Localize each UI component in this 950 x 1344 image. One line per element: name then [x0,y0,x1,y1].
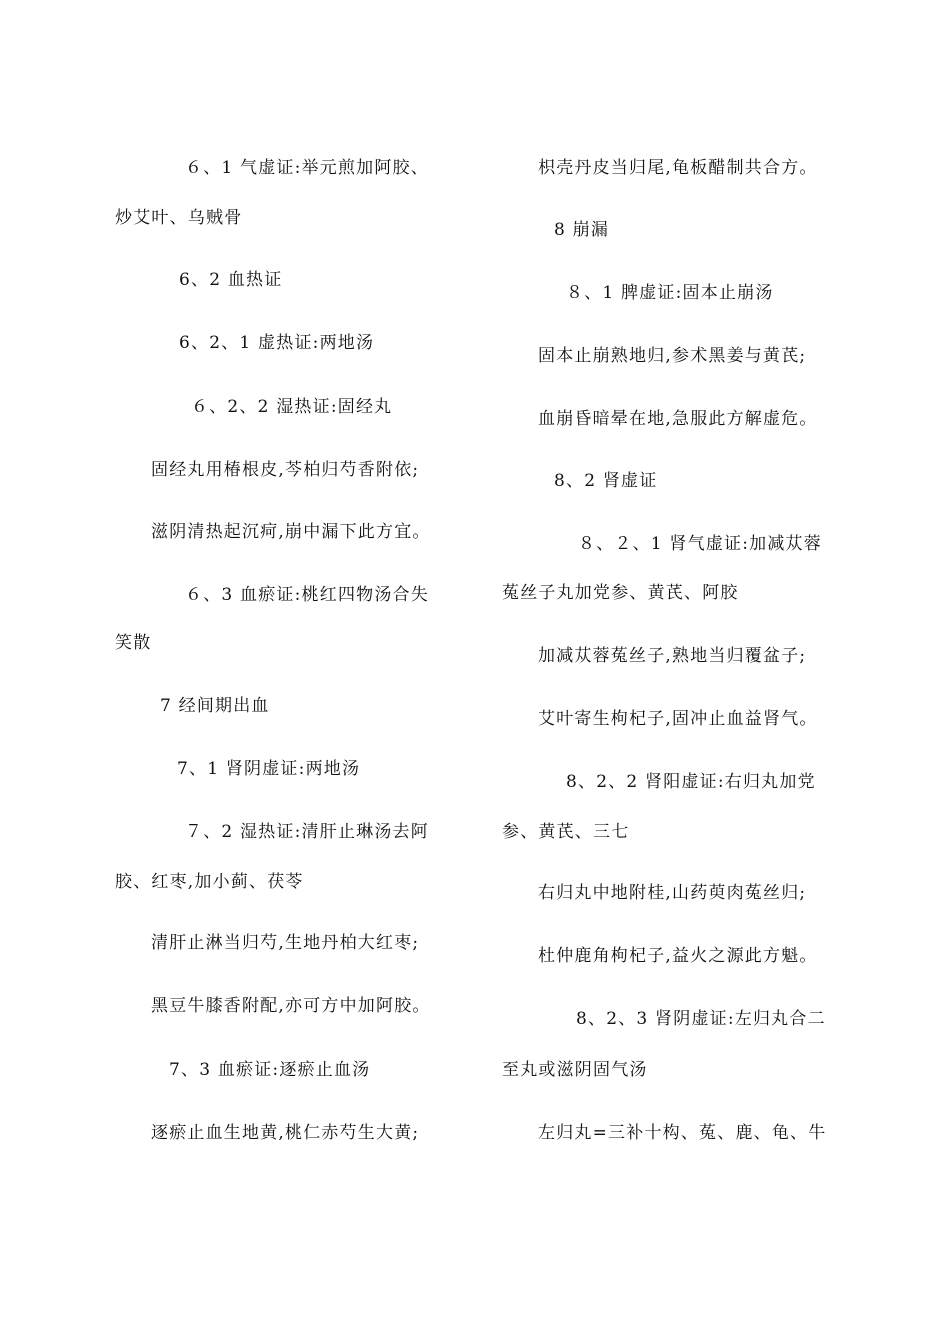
verse-line: 枳壳丹皮当归尾,龟板醋制共合方。 [538,158,818,178]
heading-6-2: 6、2 血热证 [179,270,283,290]
verse-line: 加减苁蓉菟丝子,熟地当归覆盆子; [538,646,807,666]
heading-6-3: ６、3 血瘀证:桃红四物汤合失 [185,585,429,605]
text-line: 笑散 [115,633,152,653]
verse-line: 固经丸用椿根皮,芩柏归芍香附依; [151,460,420,480]
verse-line: 艾叶寄生枸杞子,固冲止血益肾气。 [538,709,818,729]
heading-7-3: 7、3 血瘀证:逐瘀止血汤 [169,1060,371,1080]
text-line: 参、黄芪、三七 [502,822,630,842]
verse-line: 固本止崩熟地归,参术黑姜与黄芪; [538,346,807,366]
text-line: 胶、红枣,加小蓟、茯苓 [115,872,304,892]
heading-7: 7 经间期出血 [160,696,270,716]
verse-line: 黑豆牛膝香附配,亦可方中加阿胶。 [151,996,431,1016]
heading-8-2-3: 8、2、3 肾阴虚证:左归丸合二 [576,1009,826,1029]
heading-6-2-1: 6、2、1 虚热证:两地汤 [179,333,375,353]
verse-line: 杜仲鹿角枸杞子,益火之源此方魁。 [538,946,818,966]
heading-7-2: ７、2 湿热证:清肝止琳汤去阿 [185,822,429,842]
heading-6-2-2: ６、2、2 湿热证:固经丸 [191,397,393,417]
text-line: 菟丝子丸加党参、黄芪、阿胶 [502,583,739,603]
heading-6-1: ６、1 气虚证:举元煎加阿胶、 [185,158,429,178]
verse-line: 血崩昏暗晕在地,急服此方解虚危。 [538,409,818,429]
heading-8-2-2: 8、2、2 肾阳虚证:右归丸加党 [566,772,816,792]
heading-8-2-1: ８、２、1 肾气虚证:加减苁蓉 [578,534,822,554]
heading-8: 8 崩漏 [554,220,610,240]
heading-8-2: 8、2 肾虚证 [554,471,658,491]
verse-line: 逐瘀止血生地黄,桃仁赤芍生大黄; [151,1123,420,1143]
text-line: 炒艾叶、乌贼骨 [115,208,243,228]
verse-line: 右归丸中地附桂,山药萸肉菟丝归; [538,883,807,903]
heading-8-1: ８、1 脾虚证:固本止崩汤 [566,283,774,303]
text-line: 至丸或滋阴固气汤 [502,1060,648,1080]
verse-line: 滋阴清热起沉疴,崩中漏下此方宜。 [151,522,431,542]
verse-line: 清肝止淋当归芍,生地丹柏大红枣; [151,933,420,953]
text-line: 左归丸=三补十构、菟、鹿、龟、牛 [538,1123,827,1143]
heading-7-1: 7、1 肾阴虚证:两地汤 [177,759,361,779]
